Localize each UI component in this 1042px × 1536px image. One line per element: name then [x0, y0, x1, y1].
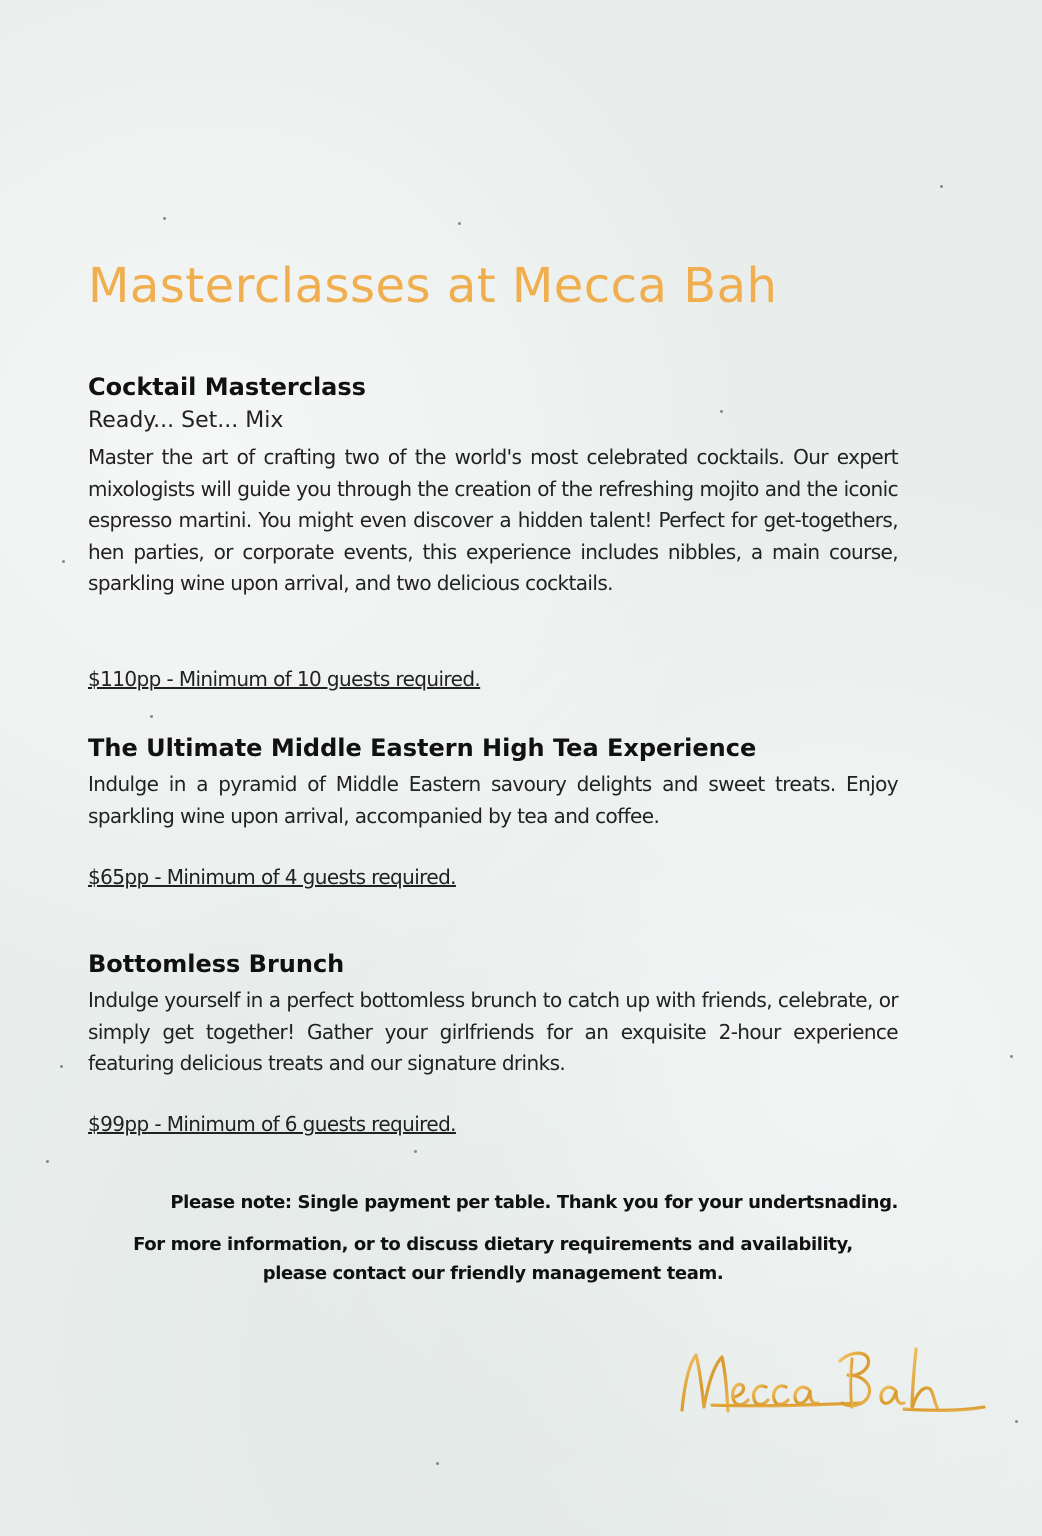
section-description: Master the art of crafting two of the world's most celebrated cocktails. Our expert mixologists will guide you through the creation of the refreshing mojito and the iconic espresso martini. You might even discover a hidden talent! Perfect for get-togethers, hen parties, or corporate events, this experience includes nibbles, a main course, sparkling wine upon arrival, and two delicious cocktails.: [88, 445, 898, 595]
mecca-bah-logo: [672, 1335, 992, 1430]
paper-speck: [1010, 1055, 1013, 1058]
paper-speck: [150, 715, 153, 718]
logo-text: Mecca Bah: [672, 1335, 678, 1336]
paper-speck: [940, 185, 943, 188]
section-heading: Bottomless Brunch: [88, 950, 345, 978]
section-cocktail-masterclass: [88, 370, 898, 600]
page-title: Masterclasses at Mecca Bah: [88, 258, 778, 314]
paper-speck: [1015, 1420, 1018, 1423]
price-line-brunch: $99pp - Minimum of 6 guests required.: [88, 1112, 456, 1136]
section-description: Indulge in a pyramid of Middle Eastern savoury delights and sweet treats. Enjoy sparkling wine upon arrival, accompanied by tea and coffee.: [88, 772, 898, 828]
section-subtitle: Ready... Set... Mix: [88, 408, 284, 433]
paper-speck: [458, 222, 461, 225]
paper-speck: [436, 1462, 439, 1465]
section-high-tea: [88, 731, 898, 832]
contact-line: For more information, or to discuss dietary requirements and availability,: [133, 1234, 853, 1255]
payment-note: Please note: Single payment per table. Thank you for your undertsnading.: [170, 1192, 898, 1213]
price-line-high-tea: $65pp - Minimum of 4 guests required.: [88, 865, 456, 889]
paper-speck: [60, 1065, 63, 1068]
paper-speck: [46, 1160, 49, 1163]
paper-speck: [163, 217, 166, 220]
contact-info: [88, 1230, 898, 1288]
contact-line: please contact our friendly management team.: [262, 1263, 724, 1284]
price-line-cocktail: $110pp - Minimum of 10 guests required.: [88, 667, 481, 691]
section-bottomless-brunch: [88, 947, 898, 1080]
paper-speck: [62, 560, 65, 563]
header: [88, 250, 898, 322]
paper-speck: [414, 1150, 417, 1153]
section-description: Indulge yourself in a perfect bottomless brunch to catch up with friends, celebrate, or simply get together! Gather your girlfriends for an exquisite 2-hour experience featuring delicious treats and our signature drinks.: [88, 988, 898, 1075]
section-heading: Cocktail Masterclass: [88, 373, 366, 401]
section-heading: The Ultimate Middle Eastern High Tea Experience: [88, 734, 757, 762]
